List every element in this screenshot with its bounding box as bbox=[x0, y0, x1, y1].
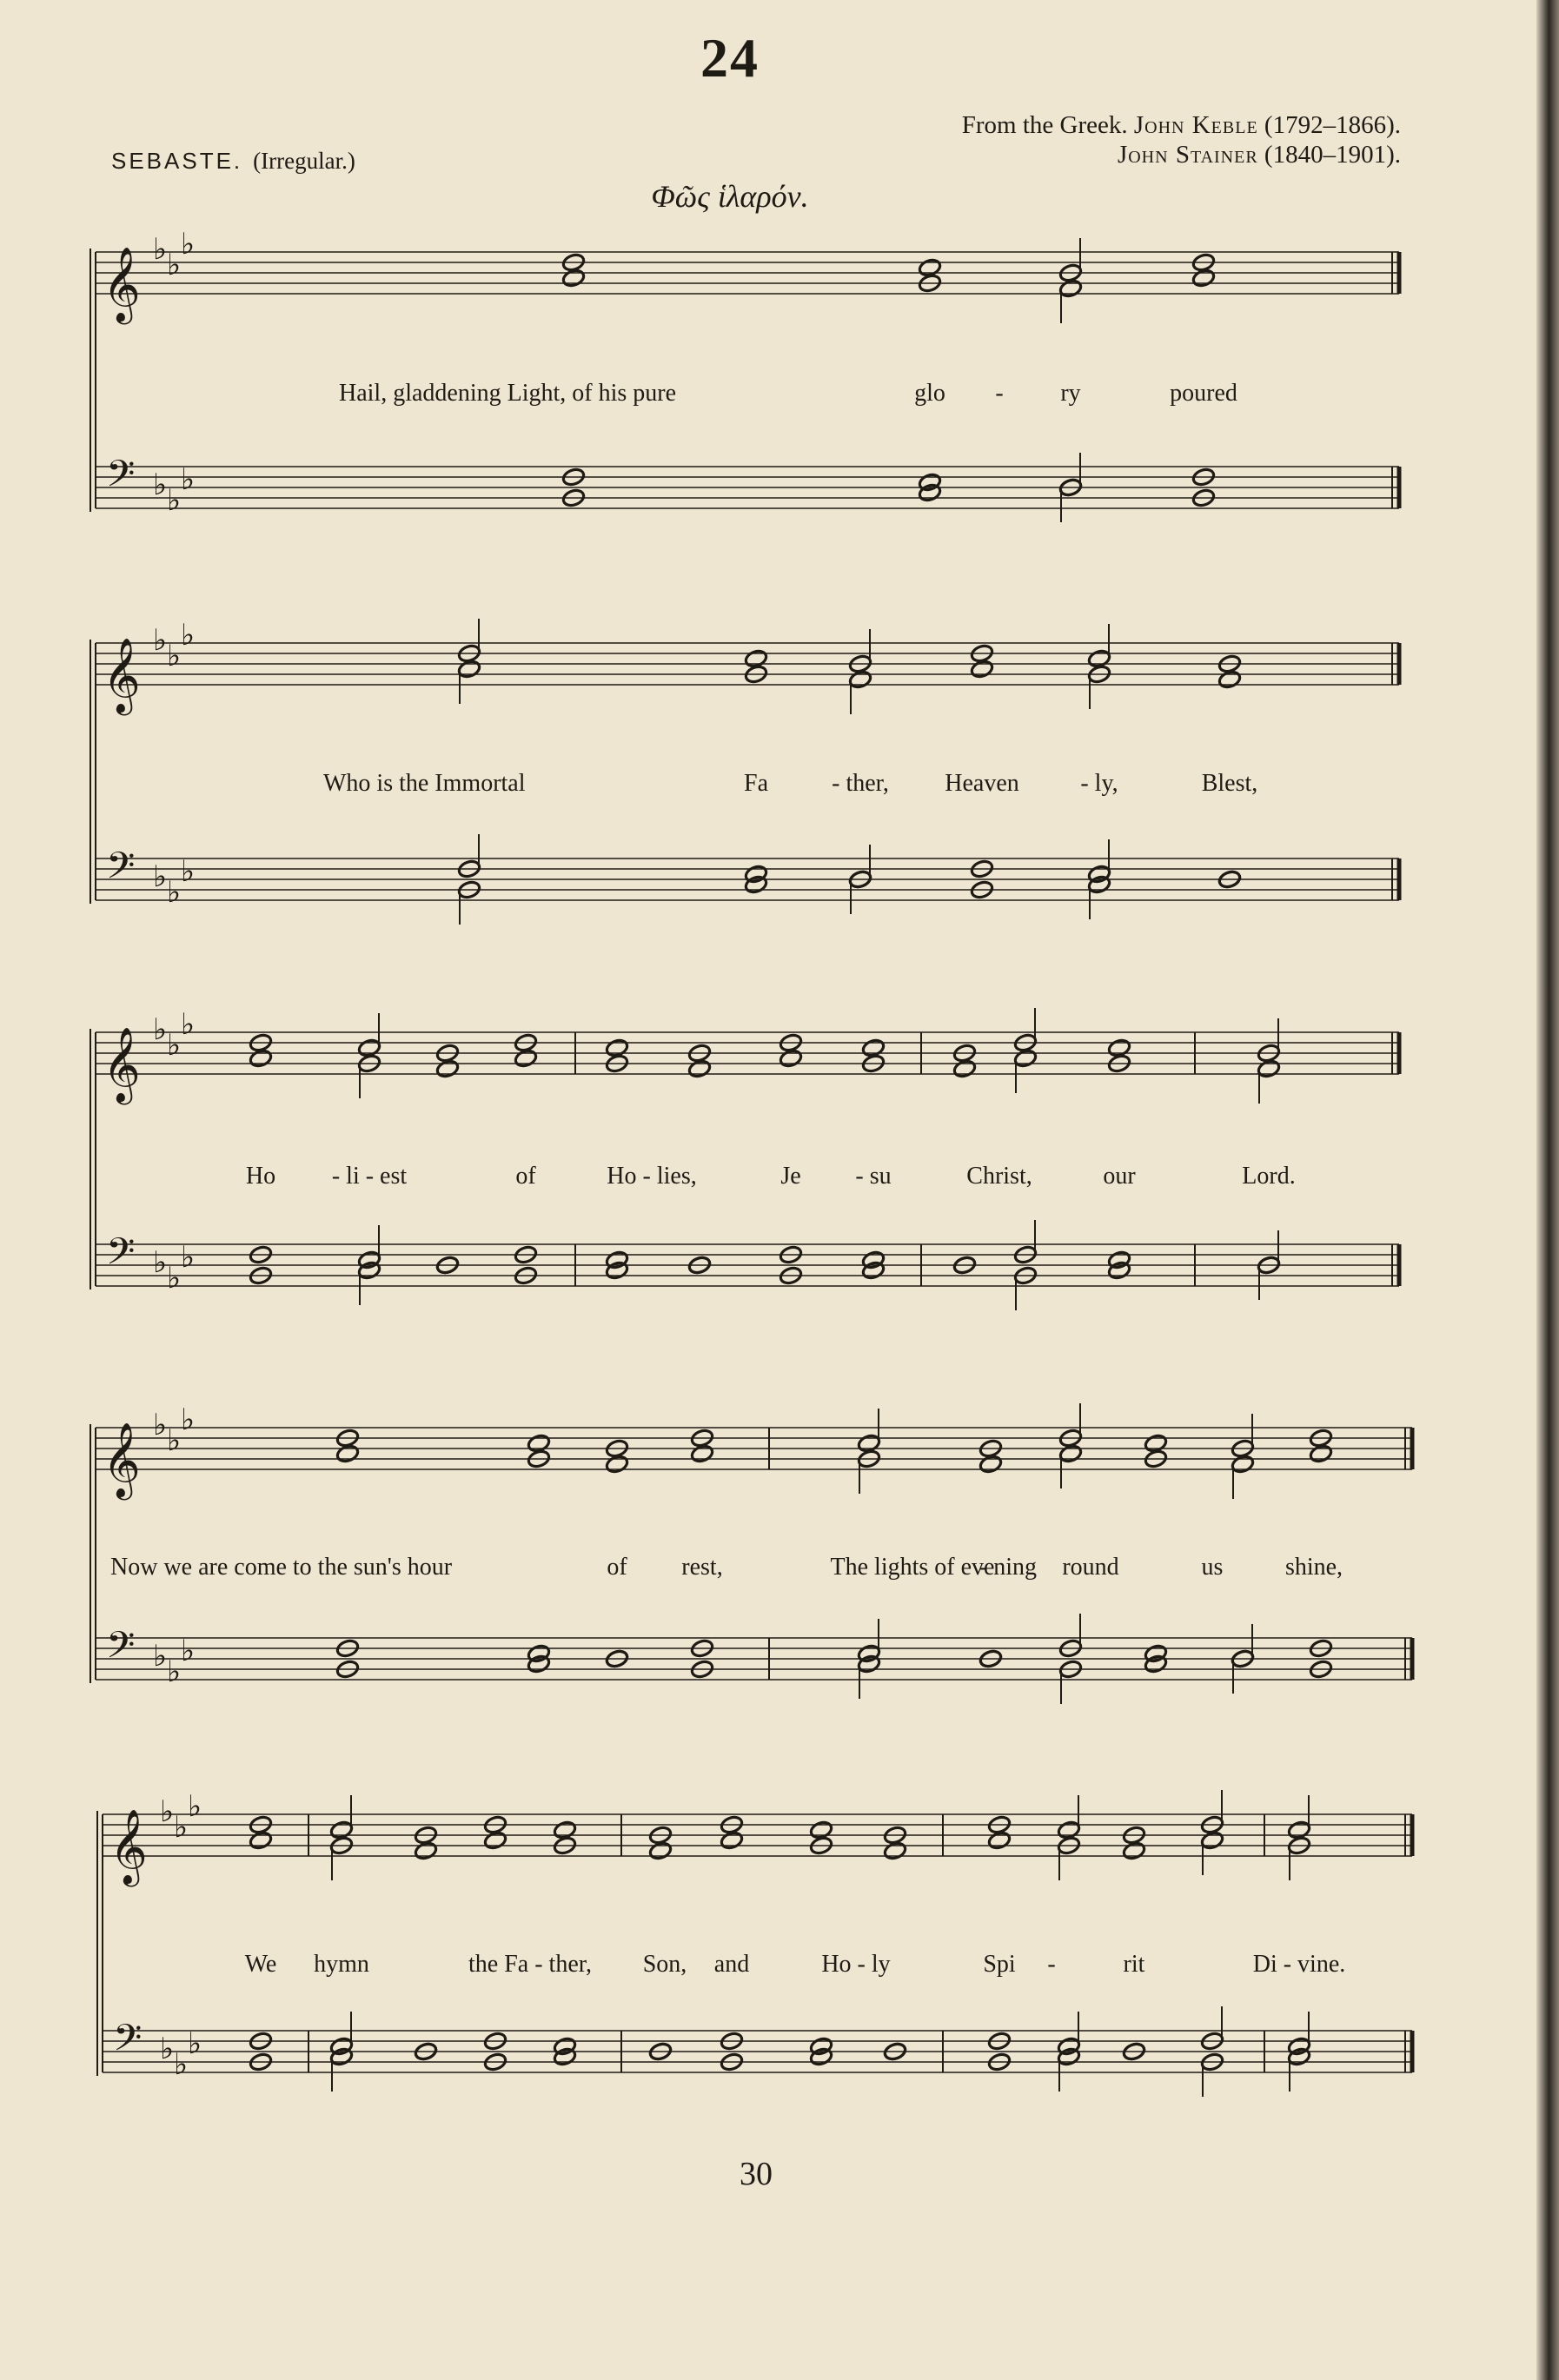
svg-text:♭: ♭ bbox=[153, 1012, 168, 1047]
author-dates: (1792–1866). bbox=[1264, 111, 1401, 139]
alto-note bbox=[883, 1840, 907, 1860]
alto-note bbox=[1057, 1835, 1081, 1880]
lyric-syllable: - bbox=[995, 380, 1004, 407]
lyric-syllable: - ly, bbox=[1080, 770, 1118, 797]
soprano-note bbox=[329, 1795, 354, 1840]
lyric-syllable: Hail, gladdening Light, of his pure bbox=[339, 380, 677, 407]
tune-meter: (Irregular.) bbox=[253, 148, 355, 174]
svg-text:♭: ♭ bbox=[160, 1794, 175, 1829]
lyric-syllable: - li - est bbox=[331, 1163, 408, 1190]
bass-clef-icon: 𝄢 bbox=[106, 1624, 136, 1677]
soprano-note bbox=[1287, 1795, 1311, 1840]
tune-title: SEBASTE. bbox=[111, 148, 243, 174]
lyric-syllable: Fa bbox=[744, 770, 768, 797]
lyric-syllable: Je bbox=[780, 1163, 801, 1190]
lyric-syllable: ry bbox=[1060, 380, 1081, 407]
alto-note bbox=[483, 1830, 508, 1850]
lyric-syllable: and bbox=[713, 1951, 750, 1978]
svg-text:♭: ♭ bbox=[160, 2032, 175, 2066]
lyric-syllable: Blest, bbox=[1201, 770, 1258, 797]
svg-text:♭: ♭ bbox=[167, 1028, 182, 1063]
lyric-syllable: of bbox=[607, 1554, 627, 1581]
bass-clef-icon: 𝄢 bbox=[106, 845, 136, 898]
lyric-syllable: Ho - lies, bbox=[607, 1163, 697, 1190]
svg-text:♭: ♭ bbox=[167, 1654, 182, 1689]
svg-text:♭: ♭ bbox=[181, 227, 196, 262]
bass-key-signature bbox=[160, 2026, 202, 2082]
alto-note bbox=[1122, 1840, 1146, 1860]
greek-title: Φῶς ἱλαρόν. bbox=[651, 179, 809, 214]
treble-clef-icon: 𝄞 bbox=[103, 1027, 141, 1102]
lyric-syllable: - ning bbox=[979, 1554, 1038, 1581]
svg-text:♭: ♭ bbox=[188, 2026, 202, 2061]
page-number: 30 bbox=[740, 2156, 773, 2192]
lyric-syllable: Spi bbox=[983, 1951, 1016, 1978]
lyric-syllable: hymn bbox=[314, 1951, 369, 1978]
svg-text:♭: ♭ bbox=[153, 1245, 168, 1280]
alto-note bbox=[987, 1830, 1012, 1850]
lyric-syllable: Who is the Immortal bbox=[323, 770, 526, 797]
tenor-note bbox=[1200, 2006, 1224, 2052]
lyric-syllable: rit bbox=[1123, 1951, 1145, 1978]
alto-note bbox=[1287, 1835, 1311, 1880]
soprano-note bbox=[1200, 1790, 1224, 1835]
svg-text:♭: ♭ bbox=[167, 248, 182, 282]
svg-text:♭: ♭ bbox=[167, 483, 182, 518]
lyric-syllable: We bbox=[244, 1951, 277, 1978]
treble-staff bbox=[103, 1814, 1412, 1856]
alto-note bbox=[720, 1830, 744, 1850]
alto-note bbox=[648, 1840, 673, 1860]
lyric-syllable: the Fa - ther, bbox=[468, 1951, 592, 1978]
svg-text:♭: ♭ bbox=[167, 1261, 182, 1296]
hymn-number: 24 bbox=[700, 27, 760, 89]
treble-key-signature bbox=[160, 1789, 202, 1845]
svg-text:♭: ♭ bbox=[167, 875, 182, 910]
lyric-syllable: glo bbox=[914, 380, 945, 407]
bass-clef-icon: 𝄢 bbox=[113, 2017, 143, 2070]
treble-clef-icon: 𝄞 bbox=[103, 247, 141, 322]
svg-text:♭: ♭ bbox=[181, 1402, 196, 1437]
composer-dates: (1840–1901). bbox=[1264, 141, 1401, 169]
soprano-note bbox=[1057, 1795, 1081, 1840]
bass-clef-icon: 𝄢 bbox=[106, 453, 136, 506]
svg-text:♭: ♭ bbox=[181, 1007, 196, 1042]
svg-text:♭: ♭ bbox=[153, 467, 168, 502]
svg-text:♭: ♭ bbox=[174, 1810, 189, 1845]
svg-text:♭: ♭ bbox=[181, 462, 196, 497]
svg-text:♭: ♭ bbox=[181, 618, 196, 653]
svg-text:♭: ♭ bbox=[181, 1240, 196, 1275]
lyric-syllable: Heaven bbox=[945, 770, 1019, 797]
lyric-syllable: poured bbox=[1170, 380, 1237, 407]
svg-text:♭: ♭ bbox=[153, 1639, 168, 1674]
svg-text:♭: ♭ bbox=[181, 854, 196, 889]
treble-clef-icon: 𝄞 bbox=[109, 1809, 148, 1884]
lyric-syllable: us bbox=[1201, 1554, 1224, 1581]
svg-text:♭: ♭ bbox=[153, 623, 168, 658]
lyric-syllable: Lord. bbox=[1242, 1163, 1296, 1190]
lyric-syllable: shine, bbox=[1284, 1554, 1343, 1581]
source-prefix: From the Greek. bbox=[961, 111, 1128, 139]
treble-clef-icon: 𝄞 bbox=[103, 1422, 141, 1497]
svg-text:♭: ♭ bbox=[188, 1789, 202, 1824]
lyric-syllable: Di - vine. bbox=[1252, 1951, 1346, 1978]
svg-text:♭: ♭ bbox=[174, 2047, 189, 2082]
lyric-syllable: Christ, bbox=[966, 1163, 1032, 1190]
lyric-syllable: The lights of eve bbox=[830, 1554, 995, 1581]
lyric-syllable: Now we are come to the sun's hour bbox=[110, 1554, 453, 1581]
lyric-syllable: Son, bbox=[642, 1951, 687, 1978]
treble-clef-icon: 𝄞 bbox=[103, 638, 141, 713]
author-name: John Keble bbox=[1133, 111, 1258, 139]
lyric-syllable: round bbox=[1062, 1554, 1119, 1581]
lyric-syllable: Ho bbox=[245, 1163, 276, 1190]
lyric-syllable: - su bbox=[855, 1163, 892, 1190]
alto-note bbox=[1200, 1830, 1224, 1875]
svg-text:♭: ♭ bbox=[153, 1408, 168, 1442]
bass-note bbox=[1200, 2052, 1224, 2097]
lyric-syllable: rest, bbox=[681, 1554, 723, 1581]
lyric-syllable: - bbox=[1047, 1951, 1056, 1978]
bass-staff bbox=[103, 2031, 1412, 2072]
lyric-syllable: of bbox=[515, 1163, 536, 1190]
lyric-syllable: our bbox=[1103, 1163, 1136, 1190]
svg-text:♭: ♭ bbox=[153, 232, 168, 267]
svg-text:♭: ♭ bbox=[167, 639, 182, 673]
bass-clef-icon: 𝄢 bbox=[106, 1230, 136, 1283]
alto-note bbox=[329, 1835, 354, 1880]
composer-name: John Stainer bbox=[1117, 141, 1258, 169]
alto-note bbox=[249, 1830, 273, 1850]
svg-text:♭: ♭ bbox=[153, 859, 168, 894]
lyric-syllable: - ther, bbox=[832, 770, 889, 797]
alto-note bbox=[414, 1840, 438, 1860]
lyric-syllable: Ho - ly bbox=[821, 1951, 891, 1978]
svg-text:♭: ♭ bbox=[181, 1634, 196, 1668]
svg-text:♭: ♭ bbox=[167, 1423, 182, 1458]
